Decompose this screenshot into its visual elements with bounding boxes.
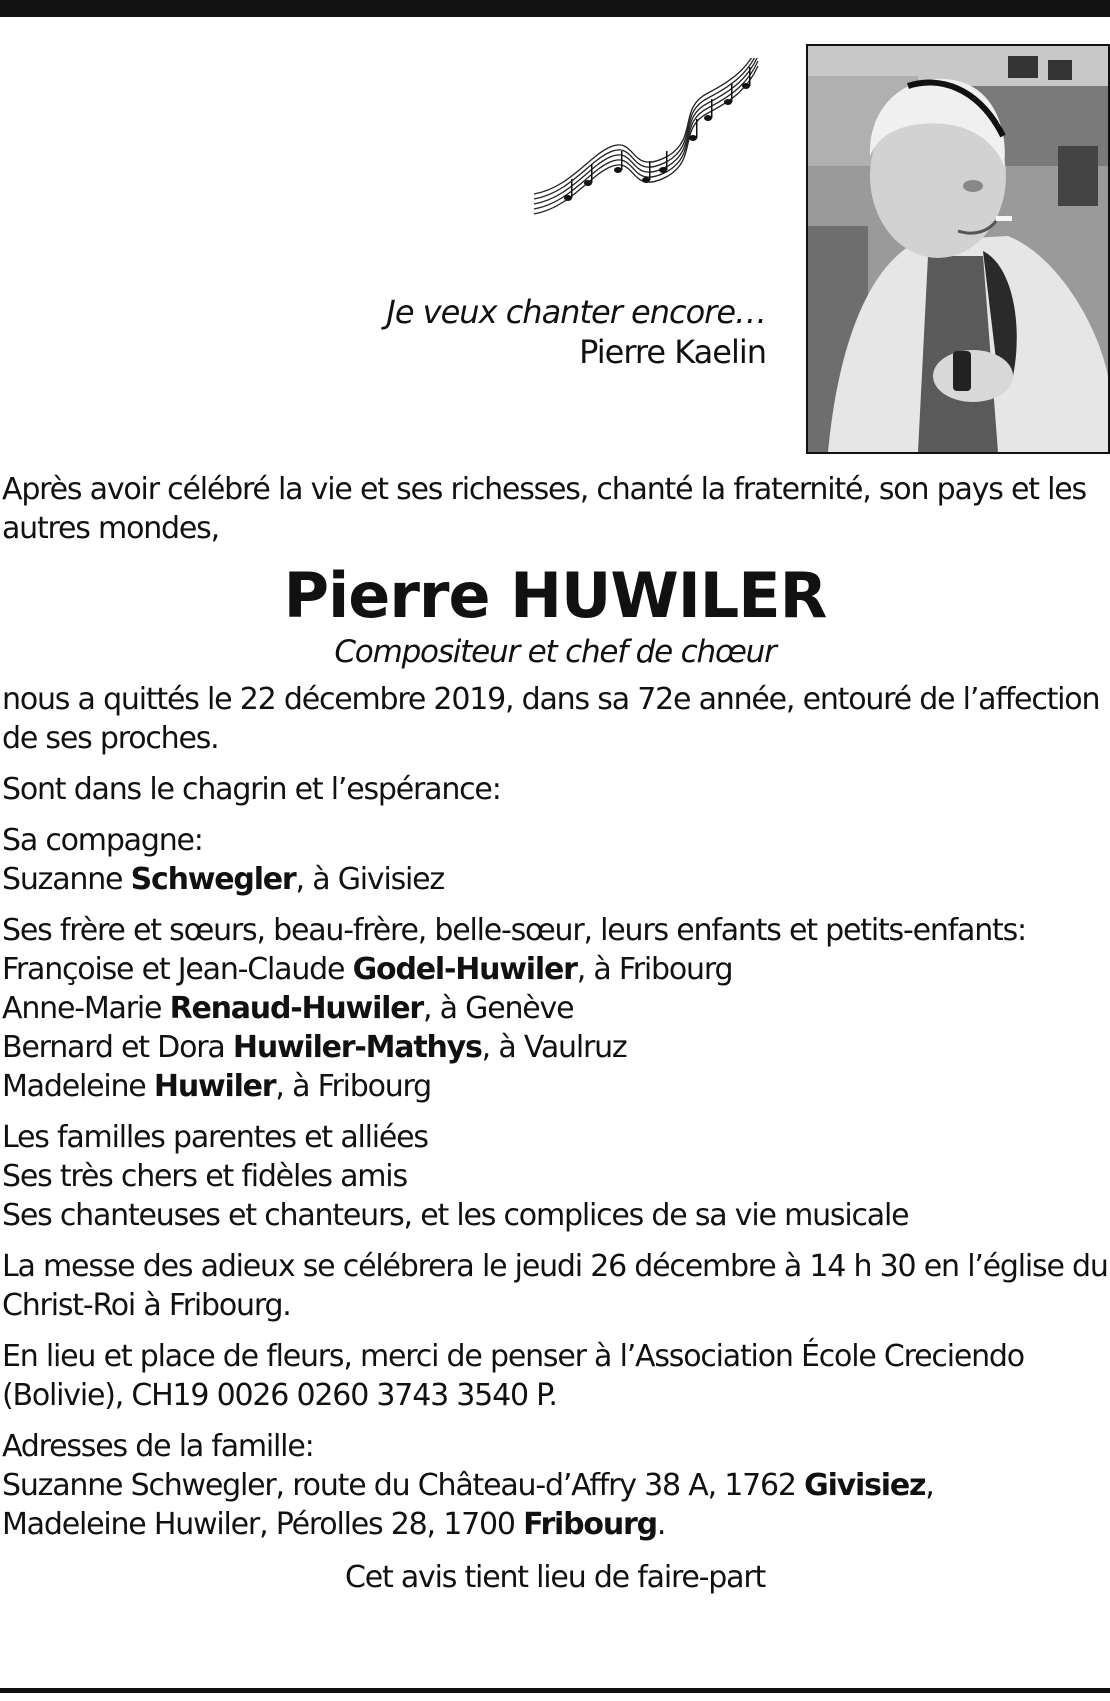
footer-note: Cet avis tient lieu de faire-part (344, 1560, 766, 1595)
bottom-border-rule (0, 1688, 1110, 1693)
others-line: Ses très chers et fidèles amis (2, 1159, 407, 1194)
deceased-name: Pierre HUWILER (283, 559, 827, 632)
partner-heading: Sa compagne: (2, 823, 203, 858)
others-section (2, 1118, 1108, 1235)
quote-author: Pierre Kaelin (579, 333, 766, 371)
quote-text: Je veux chanter encore… (386, 293, 766, 331)
partner-section (2, 821, 1108, 899)
addresses-heading: Adresses de la famille: (2, 1429, 314, 1464)
sibling-entry: Madeleine Huwiler, à Fribourg (2, 1069, 432, 1104)
donation-paragraph: En lieu et place de fleurs, merci de penser à l’Association École Creciendo (Bolivie), CH19 0026 0260 3743 3540 P. (2, 1339, 1024, 1413)
sibling-entry: Anne-Marie Renaud-Huwiler, à Genève (2, 991, 574, 1026)
mass-paragraph: La messe des adieux se célébrera le jeudi 26 décembre à 14 h 30 en l’église du Christ-Roi à Fribourg. (2, 1249, 1108, 1323)
others-line: Les familles parentes et alliées (2, 1120, 428, 1155)
top-border-rule (0, 0, 1110, 17)
siblings-heading: Ses frère et sœurs, beau-frère, belle-sœur, leurs enfants et petits-enfants: (2, 913, 1026, 948)
others-line: Ses chanteuses et chanteurs, et les complices de sa vie musicale (2, 1198, 909, 1233)
siblings-section (2, 911, 1108, 1106)
obituary-body (2, 470, 1108, 1597)
addresses-section (2, 1427, 1108, 1544)
deceased-role: Compositeur et chef de chœur (334, 634, 776, 670)
mourners-intro: Sont dans le chagrin et l’espérance: (2, 772, 501, 807)
intro-paragraph: Après avoir célébré la vie et ses richesses, chanté la fraternité, son pays et les autres mondes, (2, 472, 1086, 546)
address-line: Madeleine Huwiler, Pérolles 28, 1700 Fribourg. (2, 1507, 666, 1542)
passing-paragraph: nous a quittés le 22 décembre 2019, dans sa 72e année, entouré de l’affection de ses proches. (2, 682, 1100, 756)
epigraph-quote (386, 292, 766, 372)
music-staff-ribbon-icon (528, 58, 764, 224)
partner-entry: Suzanne Schwegler, à Givisiez (2, 862, 444, 897)
sibling-entry: Bernard et Dora Huwiler-Mathys, à Vaulruz (2, 1030, 627, 1065)
sibling-entry: Françoise et Jean-Claude Godel-Huwiler, à Fribourg (2, 952, 733, 987)
address-line: Suzanne Schwegler, route du Château-d’Affry 38 A, 1762 Givisiez, (2, 1468, 934, 1503)
portrait-photo (806, 44, 1110, 454)
partner-surname: Schwegler (130, 862, 296, 897)
